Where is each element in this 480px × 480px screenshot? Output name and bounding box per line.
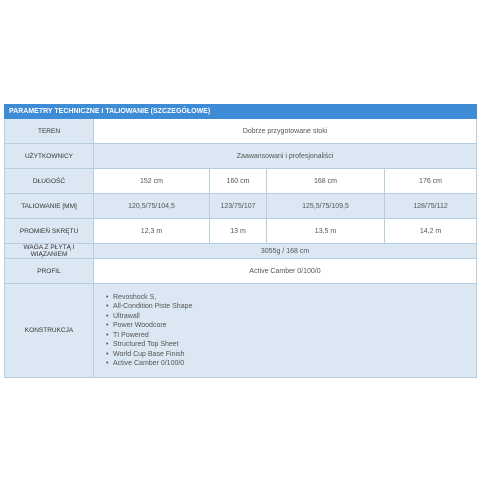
row-value-profil: Active Camber 0/100/0 <box>94 259 477 284</box>
table-row-dlugosc <box>5 169 477 194</box>
length-152: 152 cm <box>94 169 210 194</box>
sidecut-160: 123/75/107 <box>210 194 267 219</box>
row-label-waga: WAGA Z PŁYTĄ I WIĄZANIEM <box>5 244 94 259</box>
radius-152: 12,3 m <box>94 219 210 244</box>
table-row-profil <box>5 259 477 284</box>
list-item: • World Cup Base Finish <box>106 350 474 360</box>
sidecut-168: 125,5/75/109,5 <box>267 194 385 219</box>
list-item: • Active Camber 0/100/0 <box>106 359 474 369</box>
length-176: 176 cm <box>385 169 477 194</box>
table-title: PARAMETRY TECHNICZNE I TALIOWANIE (SZCZEGÓŁOWE) <box>5 105 477 119</box>
table-row-taliowanie <box>5 194 477 219</box>
radius-160: 13 m <box>210 219 267 244</box>
row-label-taliowanie: TALIOWANIE [MM] <box>5 194 94 219</box>
table-title-row <box>5 105 477 119</box>
row-value-teren: Dobrze przygotowane stoki <box>94 119 477 144</box>
construction-list <box>96 293 474 369</box>
length-168: 168 cm <box>267 169 385 194</box>
list-item: • TI Powered <box>106 331 474 341</box>
table-row-uzytkownicy <box>5 144 477 169</box>
table-row-waga <box>5 244 477 259</box>
list-item: • Structured Top Sheet <box>106 340 474 350</box>
list-item: • Revoshock S, <box>106 293 474 303</box>
list-item: • Ultrawall <box>106 312 474 322</box>
sidecut-152: 120,5/75/104,5 <box>94 194 210 219</box>
length-160: 160 cm <box>210 169 267 194</box>
row-value-waga: 3055g / 168 cm <box>94 244 477 259</box>
table-row-promien <box>5 219 477 244</box>
row-label-profil: PROFIL <box>5 259 94 284</box>
list-item: • All-Condition Piste Shape <box>106 302 474 312</box>
row-value-uzytkownicy: Zaawansowani i profesjonaliści <box>94 144 477 169</box>
row-label-uzytkownicy: UŻYTKOWNICY <box>5 144 94 169</box>
table-row-konstrukcja <box>5 284 477 378</box>
row-label-konstrukcja: KONSTRUKCJA <box>5 284 94 378</box>
row-label-dlugosc: DŁUGOŚĆ <box>5 169 94 194</box>
radius-168: 13,5 m <box>267 219 385 244</box>
row-value-konstrukcja <box>94 284 477 378</box>
table-row-teren <box>5 119 477 144</box>
row-label-promien: PROMIEŃ SKRĘTU <box>5 219 94 244</box>
sidecut-176: 128/75/112 <box>385 194 477 219</box>
spec-table <box>4 104 477 378</box>
list-item: • Power Woodcore <box>106 321 474 331</box>
row-label-teren: TEREN <box>5 119 94 144</box>
radius-176: 14,2 m <box>385 219 477 244</box>
